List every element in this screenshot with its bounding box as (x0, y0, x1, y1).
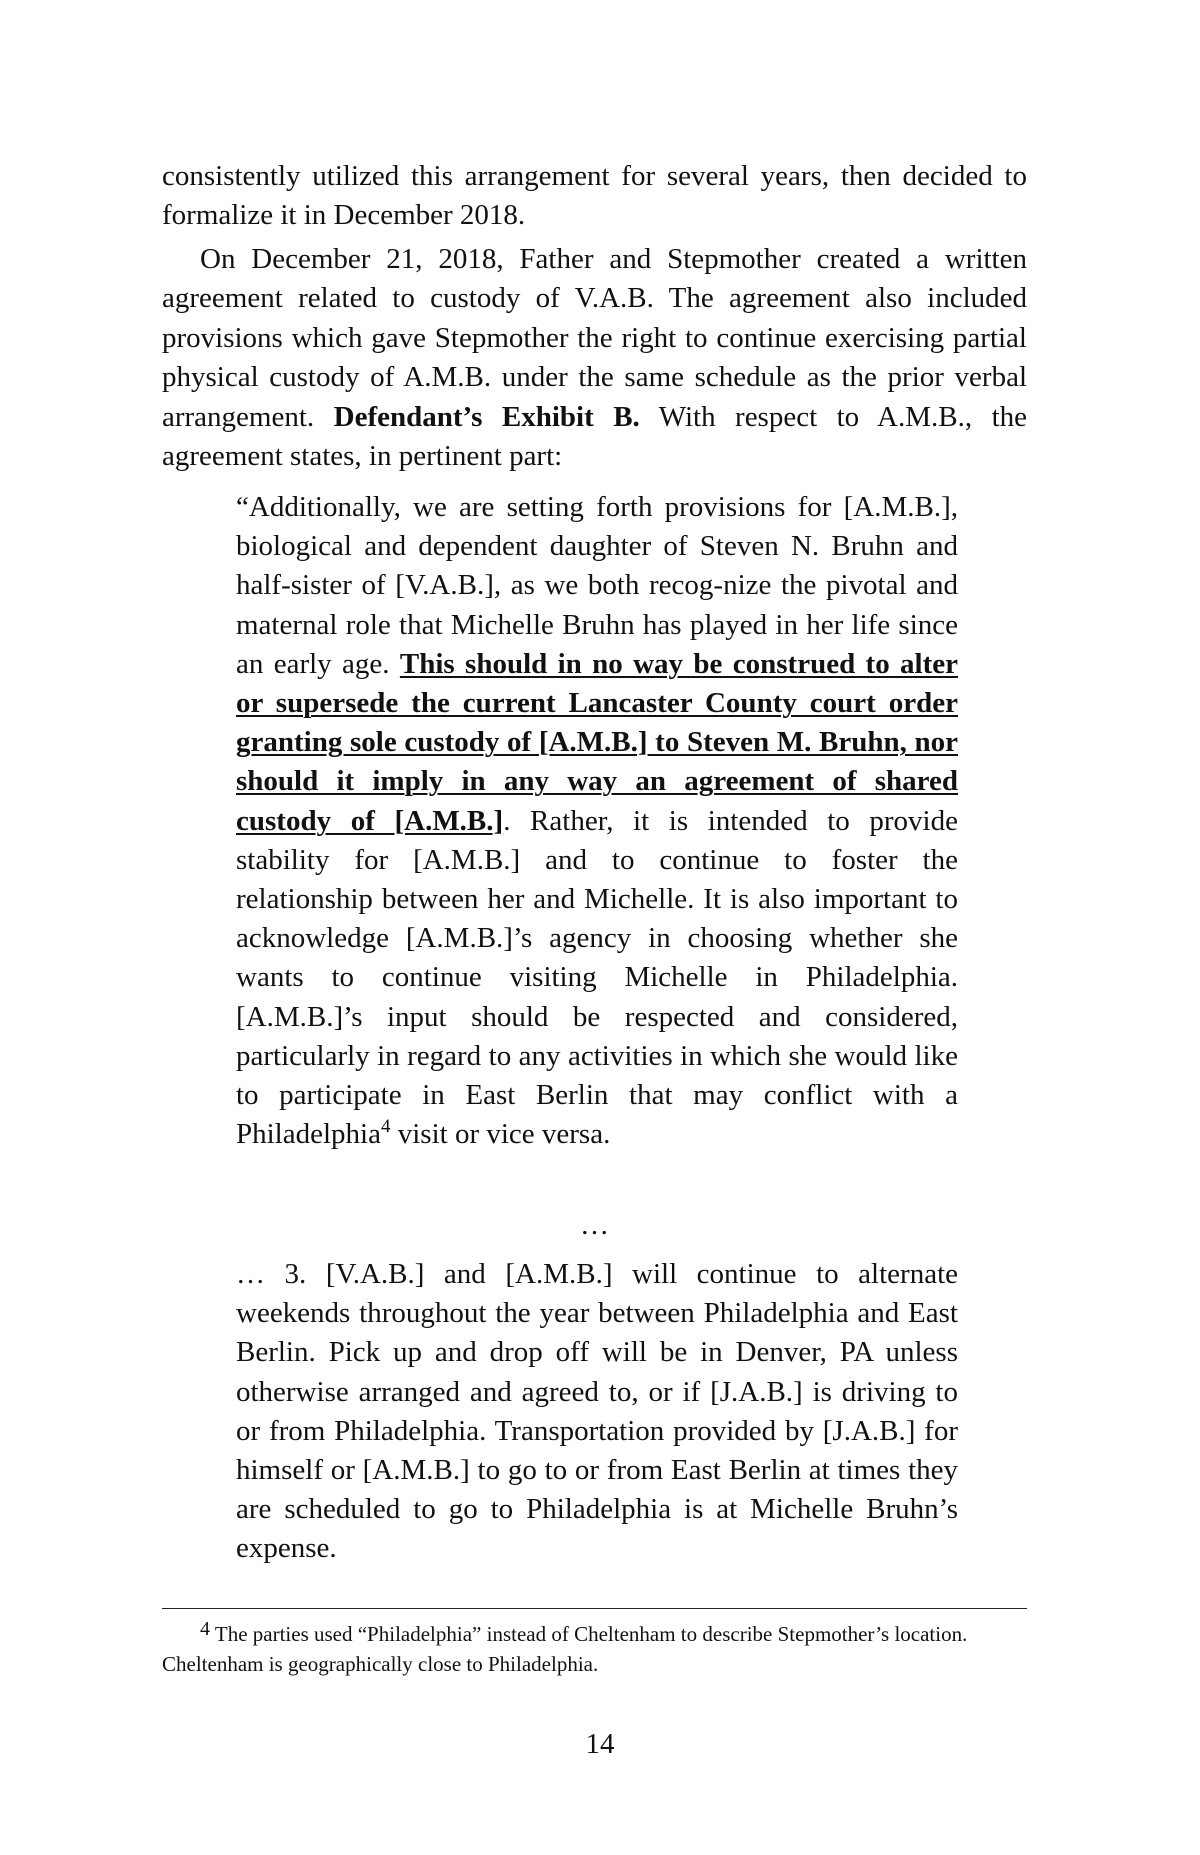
paragraph-1-text: consistently utilized this arrangement for several years, then decided to formalize it in December 2018. (162, 160, 1027, 232)
body-paragraph-2 (162, 240, 1027, 476)
quote-1-text-a: “Additionally, we are setting forth provisions for [A.M.B.], biological and dependent daughter of Steven N. Bruhn and half-sister of [V.A.B.], as we both recog-nize the pivotal and maternal role that Michelle Bruhn has played in her life since an early age. (236, 491, 958, 680)
footnote-reference: 4 (380, 1116, 391, 1138)
paragraph-2-text-b: With respect to A.M.B., the agreement states, in pertinent part: (162, 400, 1028, 473)
paragraph-2-text-a: On December 21, 2018, Father and Stepmother created a written agreement related to custody of V.A.B. The agreement also included provisions which gave Stepmother the right to continue exercising partial physical custody of A.M.B. under the same schedule as the prior verbal arrangement. (162, 243, 1027, 433)
body-paragraph-1 (162, 157, 1027, 236)
page-number: 14 (585, 1728, 615, 1760)
block-quote-1 (236, 488, 958, 1157)
quote-1-text-c: visit or vice versa. (390, 1118, 611, 1151)
exhibit-reference: Defendant’s Exhibit B. (333, 400, 640, 433)
footnote-number: 4 (200, 1618, 210, 1640)
footnote-text: The parties used “Philadelphia” instead of Cheltenham to describe Stepmother’s location. Cheltenham is geographically close to Philadelphia. (162, 1622, 968, 1676)
quote-2-text: … 3. [V.A.B.] and [A.M.B.] will continue to alternate weekends throughout the year between Philadelphia and East Berlin. Pick up and drop off will be in Denver, PA unless otherwise arranged and agreed to, or if [J.A.B.] is driving to or from Philadelphia. Transportation provided by [J.A.B.] for himself or [A.M.B.] to go to or from East Berlin at times they are scheduled to go to Philadelphia is at Michelle Bruhn’s expense. (236, 1258, 958, 1565)
quote-ellipsis: … (580, 1209, 609, 1241)
quote-emphasis: This should in no way be construed to alter or supersede the current Lancaster County court order granting sole custody of [A.M.B.] to Steven M. Bruhn, nor should it imply in any way an agreement of shared custody of [A.M.B.] (236, 647, 959, 837)
block-quote-2 (236, 1255, 958, 1569)
quote-1-text-b: . Rather, it is intended to provide stability for [A.M.B.] and to continue to foster the relationship between her and Michelle. It is also important to acknowledge [A.M.B.]’s agency in choosing whether she wants to continue visiting Michelle in Philadelphia. [A.M.B.]’s input should be respected and considered, particularly in regard to any activities in which she would like to participate in East Berlin that may conflict with a Philadelphia (236, 804, 958, 1151)
footnote-divider (162, 1608, 1027, 1609)
footnote (162, 1620, 1027, 1679)
